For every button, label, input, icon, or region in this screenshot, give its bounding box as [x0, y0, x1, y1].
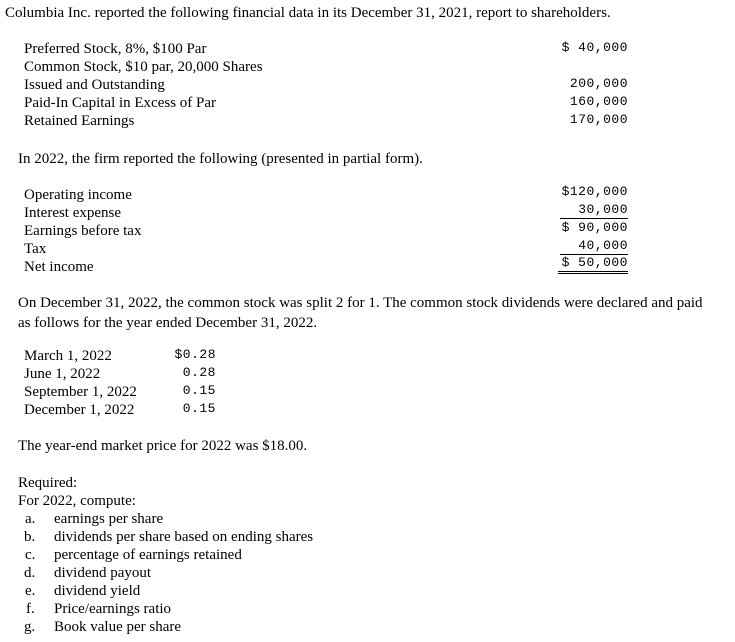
income-label-interest: Interest expense [24, 205, 122, 221]
dividend-value-march: $0.28 [174, 347, 216, 362]
task-letter-b: b. [24, 529, 36, 545]
split-paragraph: On December 31, 2022, the common stock was split 2 for 1. The common stock dividends were declared and paid as follows for the year ended December 31, 2022. [18, 295, 703, 331]
task-letter-e: e. [25, 583, 36, 599]
equity-label-issued: Issued and Outstanding [24, 77, 165, 93]
intro-text: Columbia Inc. reported the following financial data in its December 31, 2021, report to shareholders. [5, 5, 611, 21]
income-label-operating: Operating income [24, 187, 132, 203]
dividend-value-september: 0.15 [182, 383, 216, 398]
task-text-b: dividends per share based on ending shares [54, 529, 314, 545]
dividend-date-september: September 1, 2022 [24, 384, 137, 400]
income-value-operating: $120,000 [561, 184, 628, 199]
equity-value-preferred: $ 40,000 [561, 40, 628, 55]
task-letter-c: c. [25, 547, 36, 563]
compute-heading: For 2022, compute: [18, 493, 136, 509]
dividend-value-june: 0.28 [182, 365, 216, 380]
income-intro-text: In 2022, the firm reported the following (presented in partial form). [18, 151, 423, 167]
task-text-e: dividend yield [54, 583, 141, 599]
task-letter-d: d. [24, 565, 36, 581]
market-price-text: The year-end market price for 2022 was $18.00. [18, 438, 308, 454]
equity-value-retained: 170,000 [569, 112, 628, 127]
equity-label-paid-in: Paid-In Capital in Excess of Par [24, 95, 217, 111]
income-value-ebt: $ 90,000 [561, 220, 628, 235]
income-label-net: Net income [24, 259, 94, 275]
equity-label-retained: Retained Earnings [24, 113, 135, 129]
dividend-value-december: 0.15 [182, 401, 216, 416]
task-letter-g: g. [24, 619, 36, 635]
income-label-ebt: Earnings before tax [24, 223, 142, 239]
required-heading: Required: [18, 475, 78, 491]
task-text-g: Book value per share [54, 619, 182, 635]
task-letter-f: f. [26, 601, 35, 617]
task-text-f: Price/earnings ratio [54, 601, 172, 617]
task-text-a: earnings per share [54, 511, 164, 527]
income-label-tax: Tax [24, 241, 47, 257]
equity-value-paid-in: 160,000 [569, 94, 628, 109]
task-text-c: percentage of earnings retained [54, 547, 242, 563]
equity-label-preferred: Preferred Stock, 8%, $100 Par [24, 41, 207, 57]
income-value-tax: 40,000 [560, 237, 628, 255]
equity-value-issued: 200,000 [569, 76, 628, 91]
equity-label-common: Common Stock, $10 par, 20,000 Shares [24, 59, 263, 75]
dividend-date-june: June 1, 2022 [24, 366, 101, 382]
income-value-interest: 30,000 [560, 201, 628, 219]
income-value-net: $ 50,000 [558, 255, 628, 274]
task-text-d: dividend payout [54, 565, 152, 581]
dividend-date-march: March 1, 2022 [24, 348, 112, 364]
dividend-date-december: December 1, 2022 [24, 402, 135, 418]
task-letter-a: a. [25, 511, 36, 527]
